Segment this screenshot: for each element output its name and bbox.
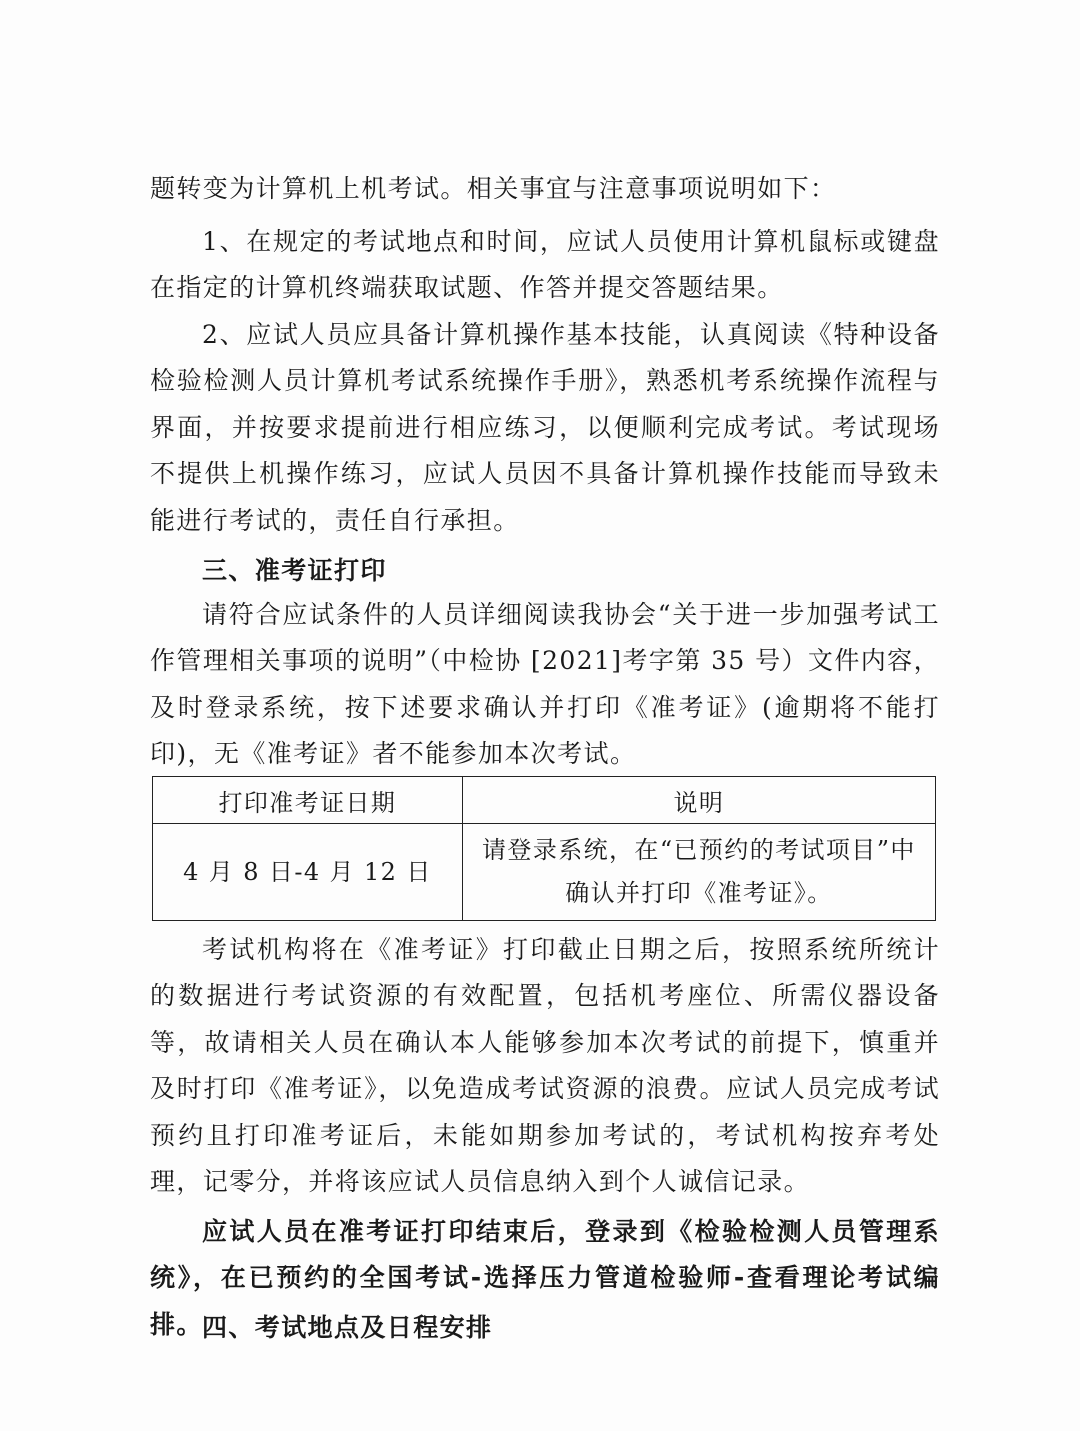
paragraph-admission-instructions: 请符合应试条件的人员详细阅读我协会“关于进一步加强考试工作管理相关事项的说明”（中检协 [2021]考字第 35 号）文件内容，及时登录系统，按下述要求确认并打印《准考证》(逾期将不能打印)，无《准考证》者不能参加本次考试。 [150, 600, 940, 769]
table-cell-description-line2: 确认并打印《准考证》。 [565, 879, 833, 907]
paragraph-exam-resources: 考试机构将在《准考证》打印截止日期之后，按照系统所统计的数据进行考试资源的有效配置，包括机考座位、所需仪器设备等，故请相关人员在确认本人能够参加本次考试的前提下，慎重并及时打印《准考证》，以免造成考试资源的浪费。应试人员完成考试预约且打印准考证后，未能如期参加考试的，考试机构按弃考处理，记零分，并将该应试人员信息纳入到个人诚信记录。 [150, 935, 940, 1197]
table-header-row [153, 777, 936, 824]
paragraph-item-2: 2、应试人员应具备计算机操作基本技能，认真阅读《特种设备检验检测人员计算机考试系统操作手册》，熟悉机考系统操作流程与界面，并按要求提前进行相应练习，以便顺利完成考试。考试现场不提供上机操作练习，应试人员因不具备计算机操作技能而导致未能进行考试的，责任自行承担。 [150, 320, 940, 535]
paragraph-intro: 题转变为计算机上机考试。相关事宜与注意事项说明如下： [150, 174, 837, 203]
table-cell-description-line1: 请登录系统，在“已预约的考试项目”中 [482, 836, 916, 864]
table-cell-date: 4 月 8 日-4 月 12 日 [153, 824, 463, 921]
section-heading-exam-location: 四、考试地点及日程安排 [202, 1313, 493, 1342]
table-cell-description [462, 824, 935, 921]
table-header-date: 打印准考证日期 [153, 777, 463, 824]
table-row [153, 824, 936, 921]
admission-print-table [152, 776, 936, 921]
paragraph-system-login-notice: 应试人员在准考证打印结束后，登录到《检验检测人员管理系统》，在已预约的全国考试-选择压力管道检验师-查看理论考试编排。 [150, 1217, 940, 1339]
table-header-description: 说明 [462, 777, 935, 824]
section-heading-admission-ticket: 三、准考证打印 [202, 556, 387, 585]
paragraph-item-1: 1、在规定的考试地点和时间，应试人员使用计算机鼠标或键盘在指定的计算机终端获取试题、作答并提交答题结果。 [150, 227, 940, 303]
